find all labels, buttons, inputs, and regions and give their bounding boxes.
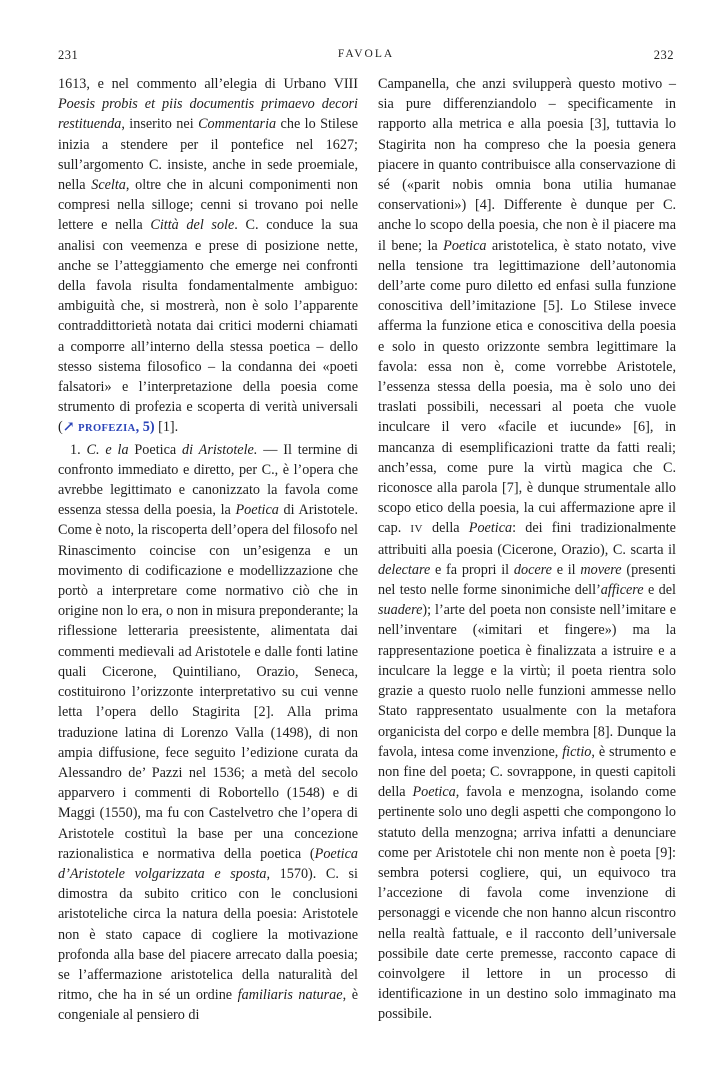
text-run: . C. conduce la sua analisi con veemenza e prese di posizione nette, anche se l’atteggiamento che emerge nei confronti della favola risulta fondamentalmente ambiguo: ambiguità che, si mostrerà, non è solo l’apparente contraddittorietà notata dai critici moderni chiamati a comporre all’interno della stessa poetica – dello stesso sistema filosofico – la condanna dei «poeti falsatori» e l’interpretazione della poesia come strumento di profezia e scoperta di verità universali ( (58, 217, 358, 436)
text-run: — Il termine di confronto immediato e diretto, per C., è l’opera che avrebbe legittimato e canonizzato la favola come essenza stessa della poesia, la (58, 441, 359, 519)
italic-title: Poesis probis et piis documentis primaevo decori restituenda (58, 96, 358, 133)
text-run: (presenti nel testo nelle forme sinonimiche dell’ (378, 561, 676, 599)
running-header (58, 48, 674, 66)
text-run: 1613, e nel commento all’elegia di Urbano VIII (58, 76, 358, 92)
italic-phrase: familiaris naturae (237, 987, 343, 1004)
text-run: , è congeniale al pensiero di (58, 987, 358, 1024)
italic-title: Poetica (468, 520, 513, 537)
italic-title: Commentaria (198, 116, 277, 133)
text-run: aristotelica, è stato notato, vive nella tensione tra legittimazione dell’autonomia dell’arte come puro diletto ed enfasi sulla funzione conoscitiva dell’imitazione [5]. Lo Stilese invece afferma la funzione etica e conoscitiva della poesia e solo in questo orizzonte sembra legittimare la favola: essa non è, come vorrebbe Aristotele, l’essenza stessa della poesia, ma è solo uno dei traslati possibili, necessari al poeta che vuole inculcare il vero «facile et iucunde» [6], in mancanza di esemplificazioni tratte da fatti reali; anch’essa, come pure la virtù magica che C. riconosce alla parola [7], è dunque strumentale allo scopo etico della poesia, la cui affermazione apre il cap. (378, 237, 676, 537)
page-number-left: 231 (58, 48, 79, 62)
italic-term: delectare (378, 561, 431, 578)
italic-term: fictio (562, 743, 592, 760)
right-column (378, 74, 676, 1025)
italic-title: Poetica (235, 502, 279, 519)
italic-title: Città del sole (150, 217, 235, 234)
page-number-right: 232 (653, 48, 674, 62)
section-heading: C. e la (86, 441, 135, 458)
section-number: 1. (70, 441, 81, 458)
text-run: , oltre che in alcuni componimenti non compresi nella silloge; cenni si trovano poi nelle lettere e nella (58, 177, 358, 234)
text-run: e del (643, 582, 676, 599)
italic-term: afficere (600, 582, 644, 599)
paragraph-continued (378, 74, 676, 1025)
section-heading: di Aristotele. (176, 441, 258, 458)
text-run: di Aristotele. Come è noto, la riscoperta dell’opera del filosofo nel Rinascimento coincise con un’esigenza e un movimento di codificazione e modellizzazione che portò a interpretare come normativo ciò che in origine non lo era, o non in misura preponderante; la riflessione letteraria preesistente, alimentata dai commenti medievali ad Aristotele e dalle fonti latine quali Cicerone, Quintiliano, Orazio, Seneca, costituirono l’orizzonte interpretativo su cui venne letta l’opera dello Stagirita [2]. Alla prima traduzione latina di Lorenzo Valla (1498), di non ampia diffusione, fece seguito l’edizione curata da Alessandro de’ Pazzi nel 1536; a metà del secolo apparvero i commenti di Robortello (1548) e di Maggi (1550), ma fu con Castelvetro che l’opera di Aristotele costituì la base per una concezione razionalistica e normativa della poetica ( (58, 502, 358, 862)
text-run: Campanella, che anzi svilupperà questo motivo – sia pure differenziandolo – specificamente in rapporto alla metrica e alla poesia [3], tuttavia lo Stagirita non ha compreso che la poesia genera piacere in quanto contribuisce alla conservazione di sé («parit nobis omnia bona utilia humanae conservationi») [4]. Differente è dunque per C. anche lo scopo della poesia, che non è il piacere ma il bene; la (378, 76, 676, 254)
arrow-icon: ↗ (62, 419, 75, 436)
text-run: della (422, 520, 469, 537)
italic-term: suadere (378, 602, 423, 619)
text-run: [1]. (154, 419, 179, 436)
paragraph-section-1 (58, 440, 358, 1026)
italic-title: Scelta (91, 177, 126, 194)
running-title: FAVOLA (337, 48, 395, 60)
xref-number: , 5) (135, 419, 155, 436)
text-run: , inserito nei (121, 116, 199, 133)
text-run: , favola e menzogna, isolando come pertinente solo uno degli aspetti che compongono lo statuto della menzogna; arriva infatti a denunciare come per Aristotele chi non mente non è poeta [9]: sembra potersi cogliere, qui, un equivoco tra l’accezione di favola come invenzione di personaggi e vicende che non hanno alcun riscontro nella realtà fattuale, e il racconto dell’universale possibile date certe premesse, racconto capace di coinvolgere il lettore in un processo di identificazione in un destino solo immaginato ma possibile. (378, 784, 676, 1023)
chapter-numeral: IV (410, 523, 423, 536)
italic-title: Poetica d’Aristotele volgarizzata e sposta (58, 845, 358, 882)
left-column (58, 74, 358, 1026)
text-run: ); l’arte del poeta non consiste nell’imitare e nell’inventare («imitari et fingere») ma la rappresentazione poetica è finalizzata a istruire e a inculcare la legge e la virtù; il poeta rientra solo grazie a questo ruolo nelle funzioni ammesse nello Stato rappresentato usualmente con la metafora organicista del corpo e delle membra [8]. Dunque la favola, intesa come invenzione, (378, 602, 676, 760)
xref-label: PROFEZIA (78, 423, 136, 435)
italic-term: movere (580, 561, 622, 578)
italic-title: Poetica (412, 784, 456, 801)
text-run: , è strumento e non fine del poeta; C. sovrappone, in questi capitoli della (378, 743, 676, 801)
italic-term: docere (513, 561, 552, 578)
text-run: e fa propri il (430, 561, 514, 578)
text-run: : dei fini tradizionalmente attribuiti alla poesia (Cicerone, Orazio), C. scarta il (378, 520, 676, 558)
text-run: che lo Stilese inizia a stendere per il pontefice nel 1627; sull’argomento C. insiste, anche in sede proemiale, nella (58, 116, 358, 194)
text-run: , 1570). C. si dimostra da subito critico con le conclusioni aristoteliche circa la natura della poesia: Aristotele non è stato capace di cogliere la motivazione profonda alla base del piacere arrecato dalla poesia; se l’affermazione aristotelica della naturalità del ritmo, che ha in sé un ordine (58, 865, 358, 1004)
section-heading: Poetica (134, 441, 177, 458)
text-run: e il (551, 561, 581, 578)
cross-reference-link[interactable] (63, 419, 155, 435)
italic-title: Poetica (443, 237, 487, 254)
paragraph-intro (58, 74, 358, 440)
